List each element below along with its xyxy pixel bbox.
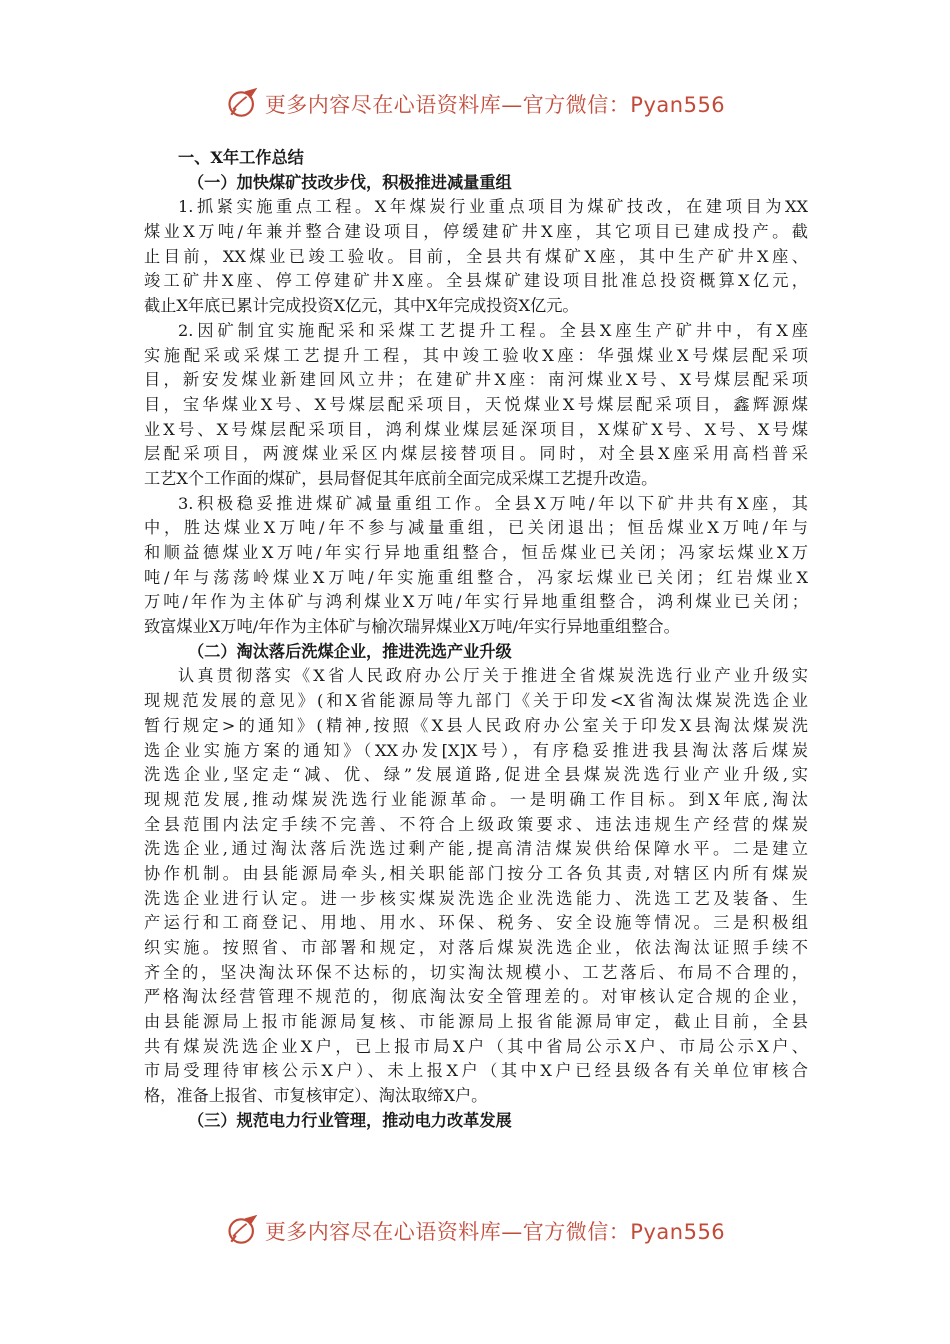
text-line: 煤业X万吨/年兼并整合建设项目，停缓建矿井X座，其它项目已建成投产。截 <box>144 222 808 242</box>
text-line: 3.积极稳妥推进煤矿减量重组工作。全县X万吨/年以下矿井共有X座，其 <box>178 493 808 513</box>
paragraph-2 <box>144 319 808 492</box>
text-line: 止目前，XX煤业已竣工验收。目前，全县共有煤矿X座，其中生产矿井X座、 <box>144 246 808 266</box>
text-line: 选企业实施方案的通知》（XX办发[X]X号），有序稳妥推进我县淘汰落后煤炭 <box>144 740 808 760</box>
section-heading-3: （三）规范电力行业管理，推动电力改革发展 <box>188 1110 512 1130</box>
heading-year-summary: 一、X年工作总结 <box>178 148 304 167</box>
text-line: 格，准备上报省、市复核审定）、淘汰取缔X户。 <box>144 1086 488 1106</box>
text-line: 洗选企业,通过淘汰落后洗选过剩产能,提高清洁煤炭供给保障水平。二是建立 <box>144 839 808 859</box>
watermark-text: 更多内容尽在心语资料库—官方微信：Pyan556 <box>264 93 726 117</box>
pen-logo-icon <box>225 1213 261 1249</box>
text-line: 洗选企业进行认定。进一步核实煤炭洗选企业洗选能力、洗选工艺及装备、生 <box>144 888 808 908</box>
text-line: 竣工矿井X座、停工停建矿井X座。全县煤矿建设项目批准总投资概算X亿元， <box>144 271 808 291</box>
text-line: 由县能源局上报市能源局复核、市能源局上报省能源局审定，截止目前，全县 <box>144 1012 808 1032</box>
text-line: 认真贯彻落实《X省人民政府办公厅关于推进全省煤炭洗选行业产业升级实 <box>178 666 808 686</box>
text-line: 万吨/年作为主体矿与鸿利煤业X万吨/年实行异地重组整合，鸿利煤业已关闭； <box>144 592 808 612</box>
section-heading-2: （二）淘汰落后洗煤企业，推进洗选产业升级 <box>188 641 512 661</box>
text-line: 目，宝华煤业X号、X号煤层配采项目，天悦煤业X号煤层配采项目，鑫辉源煤 <box>144 394 808 414</box>
text-line: 吨/年与荡荡岭煤业X万吨/年实施重组整合，冯家坛煤业已关闭；红岩煤业X <box>144 567 808 587</box>
text-line: 严格淘汰经营管理不规范的，彻底淘汰安全管理差的。对审核认定合规的企业， <box>144 987 808 1007</box>
header-watermark-banner <box>0 79 950 129</box>
text-line: 协作机制。由县能源局牵头,相关职能部门按分工各负其责,对辖区内所有煤炭 <box>144 863 808 883</box>
text-line: 2.因矿制宜实施配采和采煤工艺提升工程。全县X座生产矿井中，有X座 <box>178 320 808 340</box>
pen-logo-icon <box>225 86 261 122</box>
watermark-text: 更多内容尽在心语资料库—官方微信：Pyan556 <box>264 1220 726 1244</box>
text-line: 中，胜达煤业X万吨/年不参与减量重组，已关闭退出；恒岳煤业X万吨/年与 <box>144 518 808 538</box>
paragraph-4 <box>144 664 808 1108</box>
text-line: 共有煤炭洗选企业X户，已上报市局X户（其中省局公示X户、市局公示X户、 <box>144 1036 808 1056</box>
document-body <box>144 146 808 1134</box>
section-heading-1: （一）加快煤矿技改步伐，积极推进减量重组 <box>188 172 512 192</box>
text-line: 1.抓紧实施重点工程。X年煤炭行业重点项目为煤矿技改，在建项目为XX <box>178 197 808 217</box>
text-line: 和顺益德煤业X万吨/年实行异地重组整合，恒岳煤业已关闭；冯家坛煤业X万 <box>144 543 808 562</box>
text-line: 织实施。按照省、市部署和规定，对落后煤炭洗选企业，依法淘汰证照手续不 <box>144 938 808 957</box>
text-line: 暂行规定>的通知》(精神,按照《X县人民政府办公室关于印发X县淘汰煤炭洗 <box>144 715 808 735</box>
text-line: 层配采项目，两渡煤业采区内煤层接替项目。同时，对全县X座采用高档普采 <box>144 444 808 464</box>
text-line: 洗选企业,坚定走“减、优、绿”发展道路,促进全县煤炭洗选行业产业升级,实 <box>144 765 808 785</box>
footer-watermark-banner <box>0 1206 950 1256</box>
text-line: 现规范发展的意见》(和X省能源局等九部门《关于印发<X省淘汰煤炭洗选企业 <box>144 691 808 711</box>
paragraph-1 <box>144 195 808 318</box>
text-line: 市局受理待审核公示X户）、未上报X户（其中X户已经县级各有关单位审核合 <box>144 1061 808 1081</box>
text-line: 目，新安发煤业新建回风立井；在建矿井X座：南河煤业X号、X号煤层配采项 <box>144 370 808 390</box>
text-line: 产运行和工商登记、用地、用水、环保、税务、安全设施等情况。三是积极组 <box>144 913 808 933</box>
text-line: 致富煤业X万吨/年作为主体矿与榆次瑞昇煤业X万吨/年实行异地重组整合。 <box>144 617 680 637</box>
text-line: 截止X年底已累计完成投资X亿元，其中X年完成投资X亿元。 <box>144 296 579 316</box>
paragraph-3 <box>144 492 808 640</box>
text-line: 工艺X个工作面的煤矿，县局督促其年底前全面完成采煤工艺提升改造。 <box>144 468 658 488</box>
text-line: 齐全的，坚决淘汰环保不达标的，切实淘汰规模小、工艺落后、布局不合理的， <box>144 962 808 982</box>
text-line: 现规范发展,推动煤炭洗选行业能源革命。一是明确工作目标。到X年底,淘汰 <box>144 789 808 809</box>
text-line: 全县范围内法定手续不完善、不符合上级政策要求、违法违规生产经营的煤炭 <box>144 814 808 834</box>
text-line: 业X号、X号煤层配采项目，鸿利煤业煤层延深项目，X煤矿X号、X号、X号煤 <box>144 419 808 439</box>
text-line: 实施配采或采煤工艺提升工程，其中竣工验收X座：华强煤业X号煤层配采项 <box>144 345 808 365</box>
